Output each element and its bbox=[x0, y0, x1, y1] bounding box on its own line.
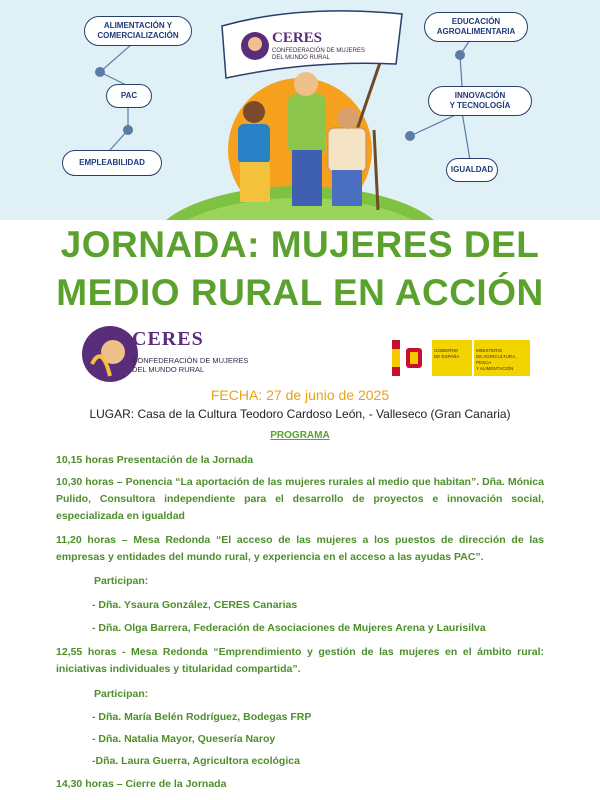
coat-of-arms-icon bbox=[402, 344, 426, 372]
cloud-empleabilidad: EMPLEABILIDAD bbox=[62, 150, 162, 176]
spain-flag-icon bbox=[392, 340, 400, 376]
gobierno-logo bbox=[392, 340, 530, 376]
program-participant: -Dña. Laura Guerra, Agricultora ecológica bbox=[92, 755, 300, 767]
cloud-pac: PAC bbox=[106, 84, 152, 108]
ceres-logo-icon bbox=[80, 324, 140, 384]
program-participant: - Dña. Natalia Mayor, Quesería Naroy bbox=[92, 733, 276, 745]
flag-logo-subtext: CONFEDERACIÓN DE MUJERES DEL MUNDO RURAL bbox=[272, 48, 366, 62]
event-location: LUGAR: Casa de la Cultura Teodoro Cardoso León, - Valleseco (Gran Canaria) bbox=[89, 407, 511, 421]
logo-row bbox=[0, 322, 600, 388]
program-item: 10,30 horas – Ponencia “La aportación de las mujeres rurales al medio que habitan”. Dña. Mónica Pulido, Consultora independiente para el desarrollo de proyectos e innovación social, especializada en igualdad bbox=[56, 476, 544, 522]
ceres-logo-subtitle: CONFEDERACIÓN DE MUJERES DEL MUNDO RURAL bbox=[132, 356, 249, 375]
event-title-line1: JORNADA: MUJERES DEL bbox=[60, 224, 540, 265]
program-participants-label: Participan: bbox=[94, 575, 149, 587]
cloud-educacion: EDUCACIÓN AGROALIMENTARIA bbox=[424, 12, 528, 42]
programa-heading: PROGRAMA bbox=[270, 430, 330, 441]
event-title-line2: MEDIO RURAL EN ACCIÓN bbox=[56, 272, 544, 313]
program-item: 11,20 horas – Mesa Redonda “El acceso de las mujeres a los puestos de dirección de las empresas y entidades del mundo rural, y experiencia en el acceso a las ayudas PAC”. bbox=[56, 534, 544, 563]
program-item: 14,30 horas – Cierre de la Jornada bbox=[56, 778, 227, 790]
program-participant: - Dña. Olga Barrera, Federación de Asociaciones de Mujeres Arena y Laurisilva bbox=[92, 622, 486, 634]
program-participants-label: Participan: bbox=[94, 688, 149, 700]
program-participant: - Dña. Ysaura González, CERES Canarias bbox=[92, 599, 298, 611]
flag-logo-text: CERES bbox=[272, 30, 323, 46]
cloud-innovacion: INNOVACIÓN Y TECNOLOGÍA bbox=[428, 86, 532, 116]
program-item: 12,55 horas - Mesa Redonda “Emprendimiento y gestión de las mujeres en el ámbito rural: iniciativas individuales y titularidad compartida”. bbox=[56, 646, 544, 675]
program-item: 10,15 horas Presentación de la Jornada bbox=[56, 454, 254, 466]
gobierno-label: GOBIERNO DE ESPAÑA bbox=[432, 340, 472, 376]
program-participant: - Dña. María Belén Rodríguez, Bodegas FRP bbox=[92, 711, 312, 723]
ceres-logo-name: CERES bbox=[132, 328, 204, 350]
ministerio-label: MINISTERIO DE AGRICULTURA, PESCA Y ALIMENTACIÓN bbox=[474, 340, 530, 376]
banner-illustration bbox=[0, 0, 600, 220]
event-date: FECHA: 27 de junio de 2025 bbox=[210, 387, 390, 403]
cloud-alimentacion: ALIMENTACIÓN Y COMERCIALIZACIÓN bbox=[84, 16, 192, 46]
cloud-igualdad: IGUALDAD bbox=[446, 158, 498, 182]
